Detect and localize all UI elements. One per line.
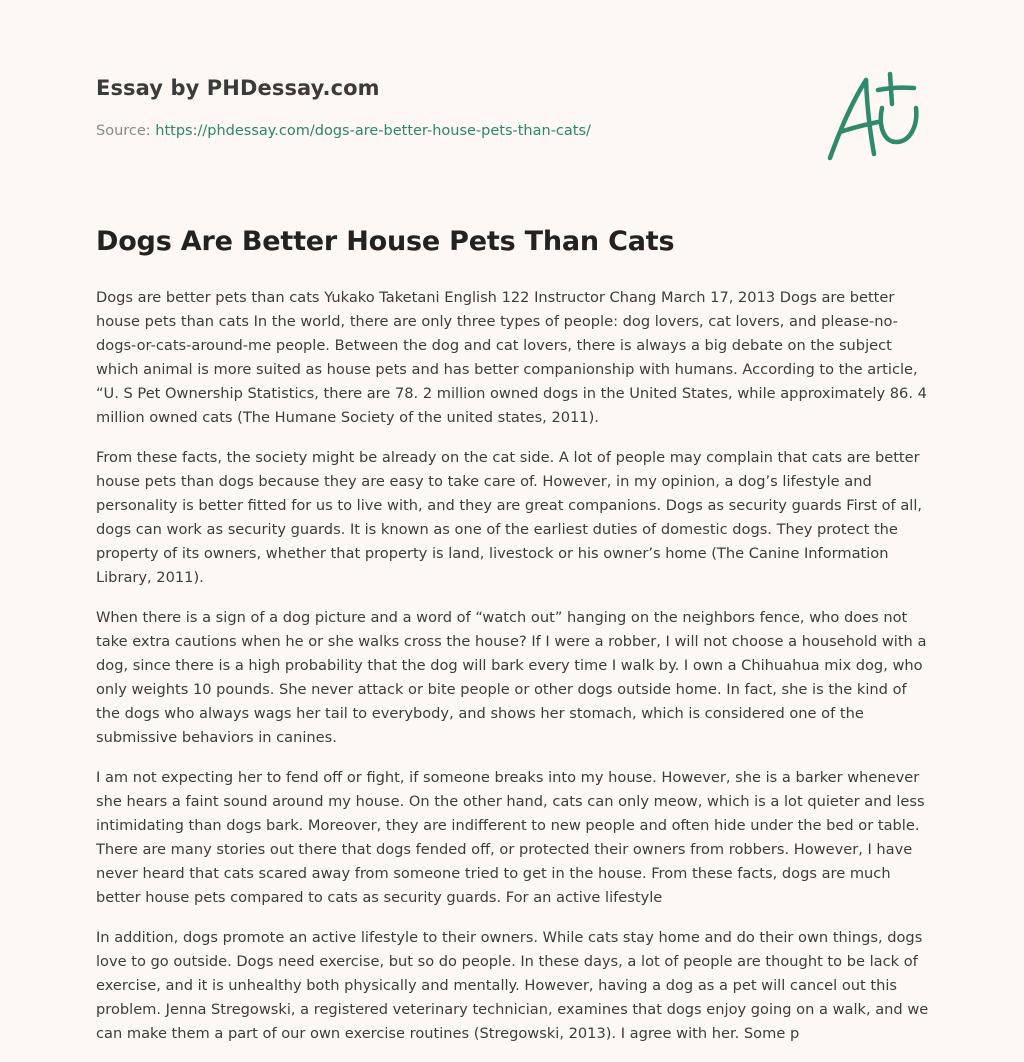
essay-body [96,286,932,1062]
a-plus-grade-logo [822,68,930,168]
essay-paragraph: In addition, dogs promote an active lifestyle to their owners. While cats stay home and do their own things, dogs love to go outside. Dogs need exercise, but so do people. In these days, a lot of people are thought to be lack of exercise, and it is unhealthy both physically and mentally. However, having a dog as a pet will cancel out this problem. Jenna Stregowski, a registered veterinary technician, examines that dogs enjoy going on a walk, and we can make them a part of our own exercise routines (Stregowski, 2013). I agree with her. Some p [96,929,929,1042]
page-header [96,76,796,139]
source-link[interactable]: https://phdessay.com/dogs-are-better-house-pets-than-cats/ [155,123,591,139]
source-line [96,123,796,139]
essay-paragraph: From these facts, the society might be already on the cat side. A lot of people may complain that cats are better house pets than dogs because they are easy to take care of. However, in my opinion, a dog’s lifestyle and personality is better fitted for us to live with, and they are great companions. Dogs as security guards First of all, dogs can work as security guards. It is known as one of the earliest duties of domestic dogs. They protect the property of its owners, whether that property is land, livestock or his owner’s home (The Canine Information Library, 2011). [96,449,923,586]
site-brand: Essay by PHDessay.com [96,76,380,100]
source-label: Source: [96,123,151,139]
essay-paragraph: Dogs are better pets than cats Yukako Taketani English 122 Instructor Chang March 17, 2013 Dogs are better house pets than cats In the world, there are only three types of people: dog lovers, cat lovers, and please-no-dogs-or-cats-around-me people. Between the dog and cat lovers, there is always a big debate on the subject which animal is more suited as house pets and has better companionship with humans. According to the article, “U. S Pet Ownership Statistics, there are 78. 2 million owned dogs in the United States, while approximately 86. 4 million owned cats (The Humane Society of the united states, 2011). [96,289,927,426]
essay-title: Dogs Are Better House Pets Than Cats [96,226,675,257]
essay-paragraph: I am not expecting her to fend off or fight, if someone breaks into my house. However, she is a barker whenever she hears a faint sound around my house. On the other hand, cats can only meow, which is a lot quieter and less intimidating than dogs bark. Moreover, they are indifferent to new people and often hide under the bed or table. There are many stories out there that dogs fended off, or protected their owners from robbers. However, I have never heard that cats scared away from someone tried to get in the house. From these facts, dogs are much better house pets compared to cats as security guards. For an active lifestyle [96,769,925,906]
a-plus-icon [822,68,930,168]
essay-paragraph: When there is a sign of a dog picture and a word of “watch out” hanging on the neighbors fence, who does not take extra cautions when he or she walks cross the house? If I were a robber, I will not choose a household with a dog, since there is a high probability that the dog will bark every time I walk by. I own a Chihuahua mix dog, who only weights 10 pounds. She never attack or bite people or other dogs outside home. In fact, she is the kind of the dogs who always wags her tail to everybody, and shows her stomach, which is considered one of the submissive behaviors in canines. [96,609,927,746]
